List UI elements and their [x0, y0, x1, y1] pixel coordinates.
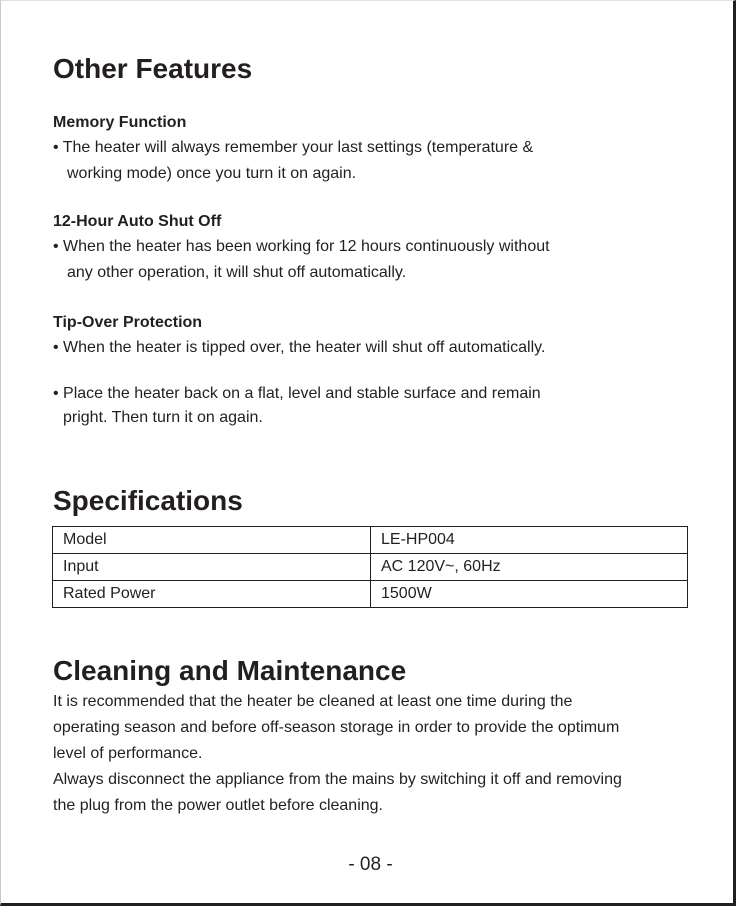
specifications-table — [52, 526, 688, 608]
tip-over-text-line3: pright. Then turn it on again. — [63, 409, 263, 426]
spec-value-rated-power: 1500W — [371, 581, 688, 608]
cleaning-title: Cleaning and Maintenance — [53, 655, 407, 686]
auto-shutoff-text-line2: any other operation, it will shut off automatically. — [67, 264, 407, 281]
cleaning-text-line3: level of performance. — [53, 745, 203, 762]
table-row — [53, 554, 688, 581]
auto-shutoff-text-line1: • When the heater has been working for 12 hours continuously without — [53, 238, 550, 255]
cleaning-text-line2: operating season and before off-season storage in order to provide the optimum — [53, 719, 620, 736]
cleaning-text-line5: the plug from the power outlet before cleaning. — [53, 797, 383, 814]
cleaning-text-line1: It is recommended that the heater be cleaned at least one time during the — [53, 693, 573, 710]
spec-value-input: AC 120V~, 60Hz — [371, 554, 688, 581]
spec-label-rated-power: Rated Power — [53, 581, 371, 608]
tip-over-text-line2: • Place the heater back on a flat, level and stable surface and remain — [53, 385, 541, 402]
memory-function-text-line2: working mode) once you turn it on again. — [67, 165, 357, 182]
cleaning-text-line4: Always disconnect the appliance from the mains by switching it off and removing — [53, 771, 622, 788]
specifications-title: Specifications — [53, 485, 243, 516]
memory-function-heading: Memory Function — [53, 114, 187, 131]
auto-shutoff-heading: 12-Hour Auto Shut Off — [53, 213, 222, 230]
memory-function-text-line1: • The heater will always remember your last settings (temperature & — [53, 139, 534, 156]
page-number: - 08 - — [348, 854, 393, 875]
table-row — [53, 581, 688, 608]
other-features-title: Other Features — [53, 53, 253, 84]
table-row — [53, 527, 688, 554]
spec-label-input: Input — [53, 554, 371, 581]
tip-over-heading: Tip-Over Protection — [53, 314, 203, 331]
spec-value-model: LE-HP004 — [371, 527, 688, 554]
tip-over-text-line1: • When the heater is tipped over, the heater will shut off automatically. — [53, 339, 546, 356]
spec-label-model: Model — [53, 527, 371, 554]
